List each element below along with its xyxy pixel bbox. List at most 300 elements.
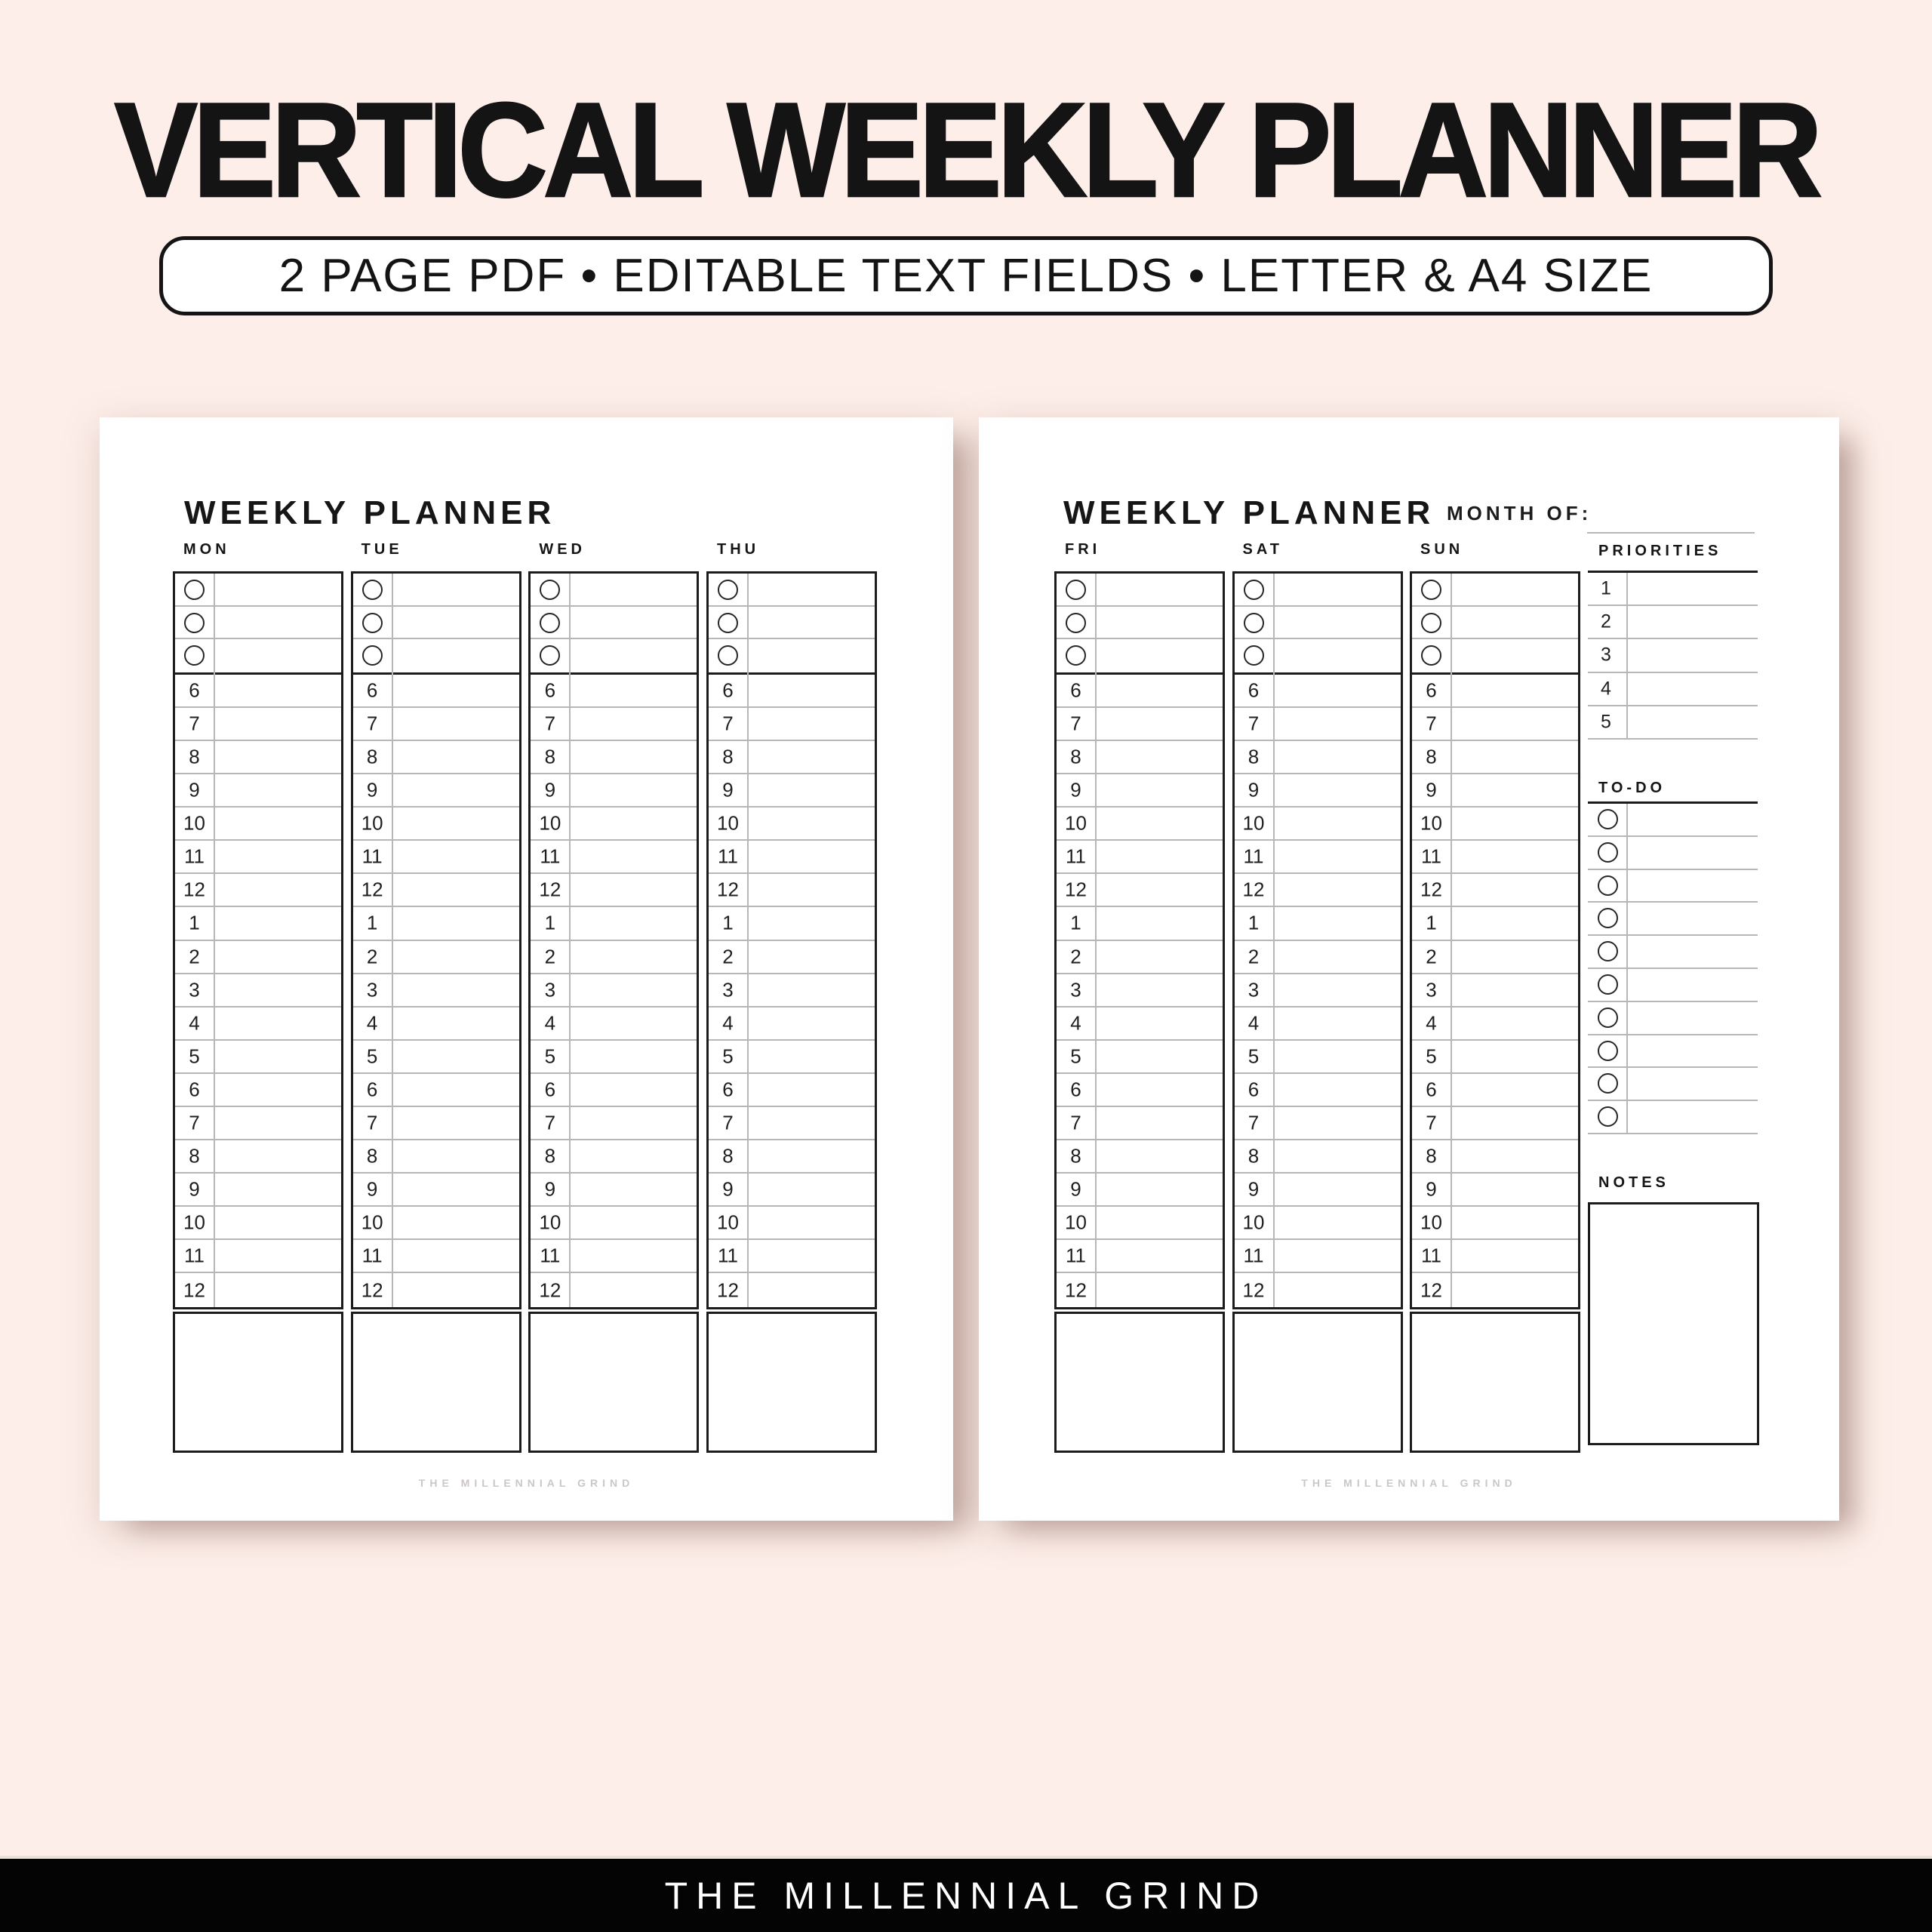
hour-row bbox=[353, 708, 519, 741]
todo-circle-icon bbox=[1598, 842, 1618, 863]
priority-number: 5 bbox=[1601, 711, 1611, 733]
day-column-sun bbox=[1410, 541, 1580, 1453]
hour-row bbox=[531, 974, 697, 1008]
day-header: SAT bbox=[1242, 541, 1284, 558]
priority-number: 1 bbox=[1601, 577, 1611, 599]
hour-row bbox=[1057, 1273, 1223, 1306]
hour-label: 9 bbox=[722, 778, 734, 801]
todo-circle-icon bbox=[1598, 974, 1618, 995]
hour-row bbox=[1057, 1207, 1223, 1240]
hour-row bbox=[175, 1041, 341, 1074]
hour-row bbox=[353, 675, 519, 708]
hour-row bbox=[1412, 1107, 1578, 1140]
hour-row bbox=[353, 1140, 519, 1174]
todo-circle-icon bbox=[1598, 1106, 1618, 1127]
hour-label: 2 bbox=[1070, 945, 1081, 968]
hour-label: 12 bbox=[361, 878, 383, 901]
hour-row bbox=[1412, 708, 1578, 741]
hour-row bbox=[175, 941, 341, 974]
hour-label: 10 bbox=[1065, 1211, 1087, 1234]
checkbox-row bbox=[531, 607, 697, 640]
checkbox-circle-icon bbox=[1066, 613, 1086, 633]
hour-label: 4 bbox=[1426, 1011, 1437, 1035]
todo-circle-icon bbox=[1598, 1073, 1618, 1094]
hour-label: 11 bbox=[540, 844, 561, 868]
hour-row bbox=[353, 1207, 519, 1240]
hours-section bbox=[1235, 675, 1401, 1307]
day-grid bbox=[1054, 571, 1225, 1309]
hour-row bbox=[709, 1140, 875, 1174]
hour-row bbox=[1412, 808, 1578, 841]
day-notes-box bbox=[1054, 1312, 1225, 1453]
hour-row bbox=[1235, 774, 1401, 808]
hour-row bbox=[709, 675, 875, 708]
hour-label: 1 bbox=[1070, 911, 1081, 934]
hour-label: 11 bbox=[184, 1244, 205, 1267]
day-grid bbox=[706, 571, 877, 1309]
hour-row bbox=[1412, 1207, 1578, 1240]
checkbox-circle-icon bbox=[718, 645, 738, 666]
day-grid bbox=[1410, 571, 1580, 1309]
day-columns-right bbox=[1054, 541, 1590, 1454]
hour-row bbox=[353, 1240, 519, 1273]
hour-row bbox=[531, 1140, 697, 1174]
hour-row bbox=[1412, 1174, 1578, 1207]
hour-label: 11 bbox=[361, 1244, 383, 1267]
hour-label: 7 bbox=[544, 712, 556, 735]
hour-label: 3 bbox=[1426, 978, 1437, 1001]
hour-row bbox=[175, 808, 341, 841]
hour-label: 9 bbox=[189, 778, 200, 801]
hour-label: 3 bbox=[1247, 978, 1260, 1001]
hour-row bbox=[175, 1107, 341, 1140]
day-header: TUE bbox=[361, 541, 403, 558]
hour-row bbox=[175, 841, 341, 874]
hour-row bbox=[353, 974, 519, 1008]
hour-label: 12 bbox=[717, 878, 739, 901]
hour-row bbox=[531, 1273, 697, 1306]
hour-label: 12 bbox=[1242, 878, 1265, 901]
month-of-blank-line bbox=[1587, 532, 1755, 534]
hour-row bbox=[709, 741, 875, 774]
hour-row bbox=[1057, 841, 1223, 874]
hour-row bbox=[1412, 907, 1578, 940]
hour-label: 12 bbox=[183, 1278, 205, 1302]
subtitle-badge-text: 2 PAGE PDF • EDITABLE TEXT FIELDS • LETTER & A4 SIZE bbox=[278, 250, 1654, 302]
hour-row bbox=[531, 941, 697, 974]
priorities-list bbox=[1588, 571, 1758, 740]
planner-page-right bbox=[979, 417, 1839, 1521]
priority-row bbox=[1588, 573, 1758, 606]
hour-row bbox=[709, 1107, 875, 1140]
hour-label: 12 bbox=[539, 1278, 561, 1302]
hour-row bbox=[353, 774, 519, 808]
hour-label: 4 bbox=[1247, 1011, 1260, 1035]
hour-label: 1 bbox=[189, 911, 200, 934]
hour-label: 8 bbox=[1247, 745, 1260, 768]
hour-row bbox=[353, 907, 519, 940]
hour-label: 12 bbox=[1065, 878, 1087, 901]
hour-row bbox=[1412, 874, 1578, 907]
hour-row bbox=[1057, 941, 1223, 974]
hour-label: 6 bbox=[1070, 678, 1081, 702]
main-title: VERTICAL WEEKLY PLANNER bbox=[114, 75, 1818, 225]
hour-row bbox=[175, 708, 341, 741]
hour-label: 11 bbox=[184, 844, 205, 868]
hour-label: 9 bbox=[1426, 1177, 1437, 1201]
hour-label: 6 bbox=[189, 1078, 200, 1101]
priority-row bbox=[1588, 673, 1758, 706]
hour-label: 2 bbox=[189, 945, 200, 968]
hour-label: 12 bbox=[1420, 1278, 1442, 1302]
checkbox-circle-icon bbox=[1244, 645, 1264, 666]
hour-row bbox=[1235, 974, 1401, 1008]
hour-row bbox=[1235, 1107, 1401, 1140]
hour-label: 7 bbox=[366, 712, 378, 735]
hour-label: 10 bbox=[183, 1211, 205, 1234]
hour-label: 6 bbox=[1070, 1078, 1081, 1101]
hour-label: 12 bbox=[1242, 1278, 1265, 1302]
hour-label: 7 bbox=[1070, 1111, 1081, 1134]
checkbox-circle-icon bbox=[184, 645, 205, 666]
hour-row bbox=[709, 1041, 875, 1074]
hour-row bbox=[531, 1174, 697, 1207]
checkbox-row bbox=[1057, 574, 1223, 607]
checkbox-circle-icon bbox=[718, 613, 738, 633]
todo-row bbox=[1588, 1035, 1758, 1069]
hour-row bbox=[1412, 774, 1578, 808]
hour-row bbox=[1412, 1273, 1578, 1306]
hour-row bbox=[1235, 1207, 1401, 1240]
day-grid bbox=[351, 571, 521, 1309]
hour-label: 9 bbox=[1426, 778, 1437, 801]
month-of-label: MONTH OF: bbox=[1447, 502, 1592, 525]
hour-label: 11 bbox=[1243, 1244, 1264, 1267]
hour-row bbox=[353, 1041, 519, 1074]
checkbox-row bbox=[1057, 639, 1223, 672]
page-title: WEEKLY PLANNER bbox=[1063, 494, 1435, 531]
hour-row bbox=[175, 1140, 341, 1174]
hour-label: 12 bbox=[539, 878, 561, 901]
hour-label: 5 bbox=[544, 1044, 556, 1068]
hour-label: 8 bbox=[1070, 1144, 1081, 1168]
day-notes-box bbox=[706, 1312, 877, 1453]
hour-label: 2 bbox=[366, 945, 378, 968]
checkbox-row bbox=[1235, 607, 1401, 640]
day-header: FRI bbox=[1065, 541, 1101, 558]
hour-row bbox=[1235, 1273, 1401, 1306]
hour-row bbox=[709, 874, 875, 907]
hour-row bbox=[175, 1008, 341, 1041]
hour-row bbox=[1235, 1074, 1401, 1107]
hour-label: 2 bbox=[722, 945, 734, 968]
hour-label: 1 bbox=[1426, 911, 1437, 934]
hour-row bbox=[1057, 974, 1223, 1008]
checkbox-row bbox=[1412, 639, 1578, 672]
hour-label: 11 bbox=[1066, 1244, 1086, 1267]
day-notes-box bbox=[173, 1312, 343, 1453]
checkbox-circle-icon bbox=[184, 613, 205, 633]
hour-row bbox=[1057, 708, 1223, 741]
hour-label: 10 bbox=[1065, 811, 1087, 835]
checkbox-row bbox=[175, 639, 341, 672]
hour-label: 5 bbox=[1426, 1044, 1437, 1068]
hour-label: 7 bbox=[1426, 712, 1437, 735]
hour-row bbox=[709, 1240, 875, 1273]
hour-label: 10 bbox=[1420, 1211, 1442, 1234]
hour-label: 8 bbox=[366, 1144, 378, 1168]
todo-circle-icon bbox=[1598, 941, 1618, 961]
hour-label: 8 bbox=[1426, 1144, 1437, 1168]
todo-row bbox=[1588, 936, 1758, 969]
hour-label: 8 bbox=[366, 745, 378, 768]
hour-label: 11 bbox=[1066, 844, 1086, 868]
day-header: MON bbox=[183, 541, 230, 558]
hour-row bbox=[1057, 874, 1223, 907]
checkbox-section bbox=[1412, 574, 1578, 675]
hour-row bbox=[1235, 1041, 1401, 1074]
hour-label: 6 bbox=[544, 678, 556, 702]
checkbox-section bbox=[1235, 574, 1401, 675]
hour-label: 1 bbox=[1247, 911, 1260, 934]
day-notes-box bbox=[351, 1312, 521, 1453]
checkbox-circle-icon bbox=[540, 613, 560, 633]
day-grid bbox=[528, 571, 699, 1309]
hour-label: 7 bbox=[189, 712, 200, 735]
checkbox-row bbox=[353, 574, 519, 607]
hour-label: 9 bbox=[366, 1177, 378, 1201]
checkbox-row bbox=[531, 574, 697, 607]
hour-label: 7 bbox=[722, 1111, 734, 1134]
hour-row bbox=[353, 808, 519, 841]
hour-row bbox=[1057, 1240, 1223, 1273]
todo-circle-icon bbox=[1598, 1008, 1618, 1028]
hour-row bbox=[531, 774, 697, 808]
hour-label: 7 bbox=[366, 1111, 378, 1134]
hour-row bbox=[1235, 941, 1401, 974]
checkbox-row bbox=[709, 607, 875, 640]
page-brand-text: THE MILLENNIAL GRIND bbox=[1301, 1477, 1517, 1489]
checkbox-circle-icon bbox=[1066, 645, 1086, 666]
day-grid bbox=[1232, 571, 1403, 1309]
hour-row bbox=[1235, 1008, 1401, 1041]
hour-label: 6 bbox=[366, 1078, 378, 1101]
hour-row bbox=[353, 841, 519, 874]
hour-label: 1 bbox=[544, 911, 556, 934]
day-header: SUN bbox=[1420, 541, 1464, 558]
hour-row bbox=[1057, 1174, 1223, 1207]
priority-number: 3 bbox=[1601, 644, 1611, 666]
hour-row bbox=[1235, 874, 1401, 907]
hour-row bbox=[709, 1174, 875, 1207]
hour-label: 10 bbox=[361, 811, 383, 835]
hour-row bbox=[1235, 675, 1401, 708]
hour-row bbox=[709, 774, 875, 808]
todo-list bbox=[1588, 801, 1758, 1134]
hour-label: 4 bbox=[1070, 1011, 1081, 1035]
hour-label: 9 bbox=[1247, 778, 1260, 801]
hour-label: 2 bbox=[544, 945, 556, 968]
hour-label: 4 bbox=[189, 1011, 200, 1035]
checkbox-row bbox=[353, 607, 519, 640]
checkbox-circle-icon bbox=[1244, 613, 1264, 633]
hour-label: 3 bbox=[366, 978, 378, 1001]
hour-label: 6 bbox=[722, 678, 734, 702]
hour-row bbox=[353, 941, 519, 974]
hours-section bbox=[353, 675, 519, 1307]
hour-row bbox=[1412, 941, 1578, 974]
hour-label: 10 bbox=[1242, 811, 1265, 835]
hour-label: 6 bbox=[366, 678, 378, 702]
hour-label: 6 bbox=[189, 678, 200, 702]
checkbox-circle-icon bbox=[362, 613, 383, 633]
hours-section bbox=[1412, 675, 1578, 1307]
hour-row bbox=[709, 1008, 875, 1041]
hour-label: 6 bbox=[722, 1078, 734, 1101]
hour-label: 5 bbox=[722, 1044, 734, 1068]
priority-number: 4 bbox=[1601, 678, 1611, 700]
hours-section bbox=[1057, 675, 1223, 1307]
hour-row bbox=[709, 841, 875, 874]
todo-row bbox=[1588, 804, 1758, 837]
checkbox-circle-icon bbox=[540, 645, 560, 666]
checkbox-circle-icon bbox=[1421, 613, 1441, 633]
day-columns-left bbox=[173, 541, 882, 1454]
checkbox-row bbox=[531, 639, 697, 672]
hour-row bbox=[175, 974, 341, 1008]
hour-row bbox=[353, 1008, 519, 1041]
todo-circle-icon bbox=[1598, 809, 1618, 829]
hour-label: 4 bbox=[544, 1011, 556, 1035]
hour-row bbox=[531, 1041, 697, 1074]
hour-label: 6 bbox=[1426, 678, 1437, 702]
checkbox-row bbox=[1412, 574, 1578, 607]
hour-label: 3 bbox=[722, 978, 734, 1001]
hour-label: 9 bbox=[1070, 1177, 1081, 1201]
hour-label: 1 bbox=[366, 911, 378, 934]
todo-row bbox=[1588, 1068, 1758, 1101]
hour-row bbox=[1057, 774, 1223, 808]
hour-row bbox=[531, 1074, 697, 1107]
hours-section bbox=[531, 675, 697, 1307]
todo-row bbox=[1588, 903, 1758, 936]
hour-row bbox=[1057, 675, 1223, 708]
hour-row bbox=[1235, 808, 1401, 841]
hour-row bbox=[531, 708, 697, 741]
hour-row bbox=[1412, 1041, 1578, 1074]
notes-box bbox=[1588, 1202, 1759, 1445]
hour-row bbox=[1412, 841, 1578, 874]
todo-row bbox=[1588, 870, 1758, 903]
hour-row bbox=[353, 874, 519, 907]
hour-row bbox=[1235, 1140, 1401, 1174]
checkbox-circle-icon bbox=[540, 580, 560, 600]
hour-label: 10 bbox=[539, 811, 561, 835]
todo-circle-icon bbox=[1598, 1041, 1618, 1061]
day-column-fri bbox=[1054, 541, 1225, 1453]
hour-label: 10 bbox=[717, 811, 739, 835]
checkbox-circle-icon bbox=[184, 580, 205, 600]
hour-row bbox=[1235, 841, 1401, 874]
hour-label: 9 bbox=[189, 1177, 200, 1201]
hour-row bbox=[1057, 741, 1223, 774]
priority-row bbox=[1588, 706, 1758, 740]
hour-label: 5 bbox=[1070, 1044, 1081, 1068]
day-column-sat bbox=[1232, 541, 1403, 1453]
hour-row bbox=[531, 907, 697, 940]
todo-row bbox=[1588, 1002, 1758, 1035]
hour-row bbox=[1057, 907, 1223, 940]
hour-row bbox=[1412, 1240, 1578, 1273]
hour-label: 9 bbox=[366, 778, 378, 801]
todo-heading: TO-DO bbox=[1598, 780, 1666, 796]
hour-label: 8 bbox=[544, 745, 556, 768]
day-column-tue bbox=[351, 541, 521, 1453]
hour-row bbox=[709, 1207, 875, 1240]
checkbox-row bbox=[175, 607, 341, 640]
todo-row bbox=[1588, 1101, 1758, 1134]
hour-row bbox=[531, 808, 697, 841]
hour-row bbox=[1235, 907, 1401, 940]
hour-label: 7 bbox=[189, 1111, 200, 1134]
hour-label: 10 bbox=[183, 811, 205, 835]
hour-row bbox=[709, 1273, 875, 1306]
hour-label: 10 bbox=[539, 1211, 561, 1234]
hour-label: 8 bbox=[189, 1144, 200, 1168]
hour-row bbox=[1235, 1240, 1401, 1273]
hour-row bbox=[531, 1207, 697, 1240]
notes-heading: NOTES bbox=[1598, 1174, 1669, 1191]
checkbox-row bbox=[1235, 639, 1401, 672]
hour-label: 9 bbox=[722, 1177, 734, 1201]
day-header: THU bbox=[717, 541, 760, 558]
hour-row bbox=[175, 1273, 341, 1306]
hour-row bbox=[175, 741, 341, 774]
hour-row bbox=[353, 1174, 519, 1207]
hour-label: 5 bbox=[366, 1044, 378, 1068]
day-notes-box bbox=[1410, 1312, 1580, 1453]
hour-label: 7 bbox=[1070, 712, 1081, 735]
hour-row bbox=[709, 941, 875, 974]
page-brand-text: THE MILLENNIAL GRIND bbox=[418, 1477, 635, 1489]
day-notes-box bbox=[1232, 1312, 1403, 1453]
hour-label: 6 bbox=[1426, 1078, 1437, 1101]
hour-row bbox=[1235, 708, 1401, 741]
hour-row bbox=[1235, 741, 1401, 774]
hour-label: 2 bbox=[1426, 945, 1437, 968]
todo-circle-icon bbox=[1598, 908, 1618, 928]
hour-row bbox=[1057, 1041, 1223, 1074]
checkbox-circle-icon bbox=[362, 645, 383, 666]
hour-row bbox=[175, 874, 341, 907]
hour-row bbox=[353, 1107, 519, 1140]
hour-row bbox=[709, 708, 875, 741]
hour-row bbox=[1057, 1107, 1223, 1140]
footer-bar bbox=[0, 1859, 1932, 1932]
day-column-wed bbox=[528, 541, 699, 1453]
hour-row bbox=[1057, 1008, 1223, 1041]
hour-row bbox=[175, 1074, 341, 1107]
hour-label: 9 bbox=[1070, 778, 1081, 801]
hour-label: 7 bbox=[1247, 712, 1260, 735]
hours-section bbox=[175, 675, 341, 1307]
hour-row bbox=[1412, 741, 1578, 774]
checkbox-row bbox=[353, 639, 519, 672]
hour-label: 12 bbox=[1065, 1278, 1087, 1302]
checkbox-section bbox=[1057, 574, 1223, 675]
hour-row bbox=[709, 808, 875, 841]
checkbox-section bbox=[709, 574, 875, 675]
